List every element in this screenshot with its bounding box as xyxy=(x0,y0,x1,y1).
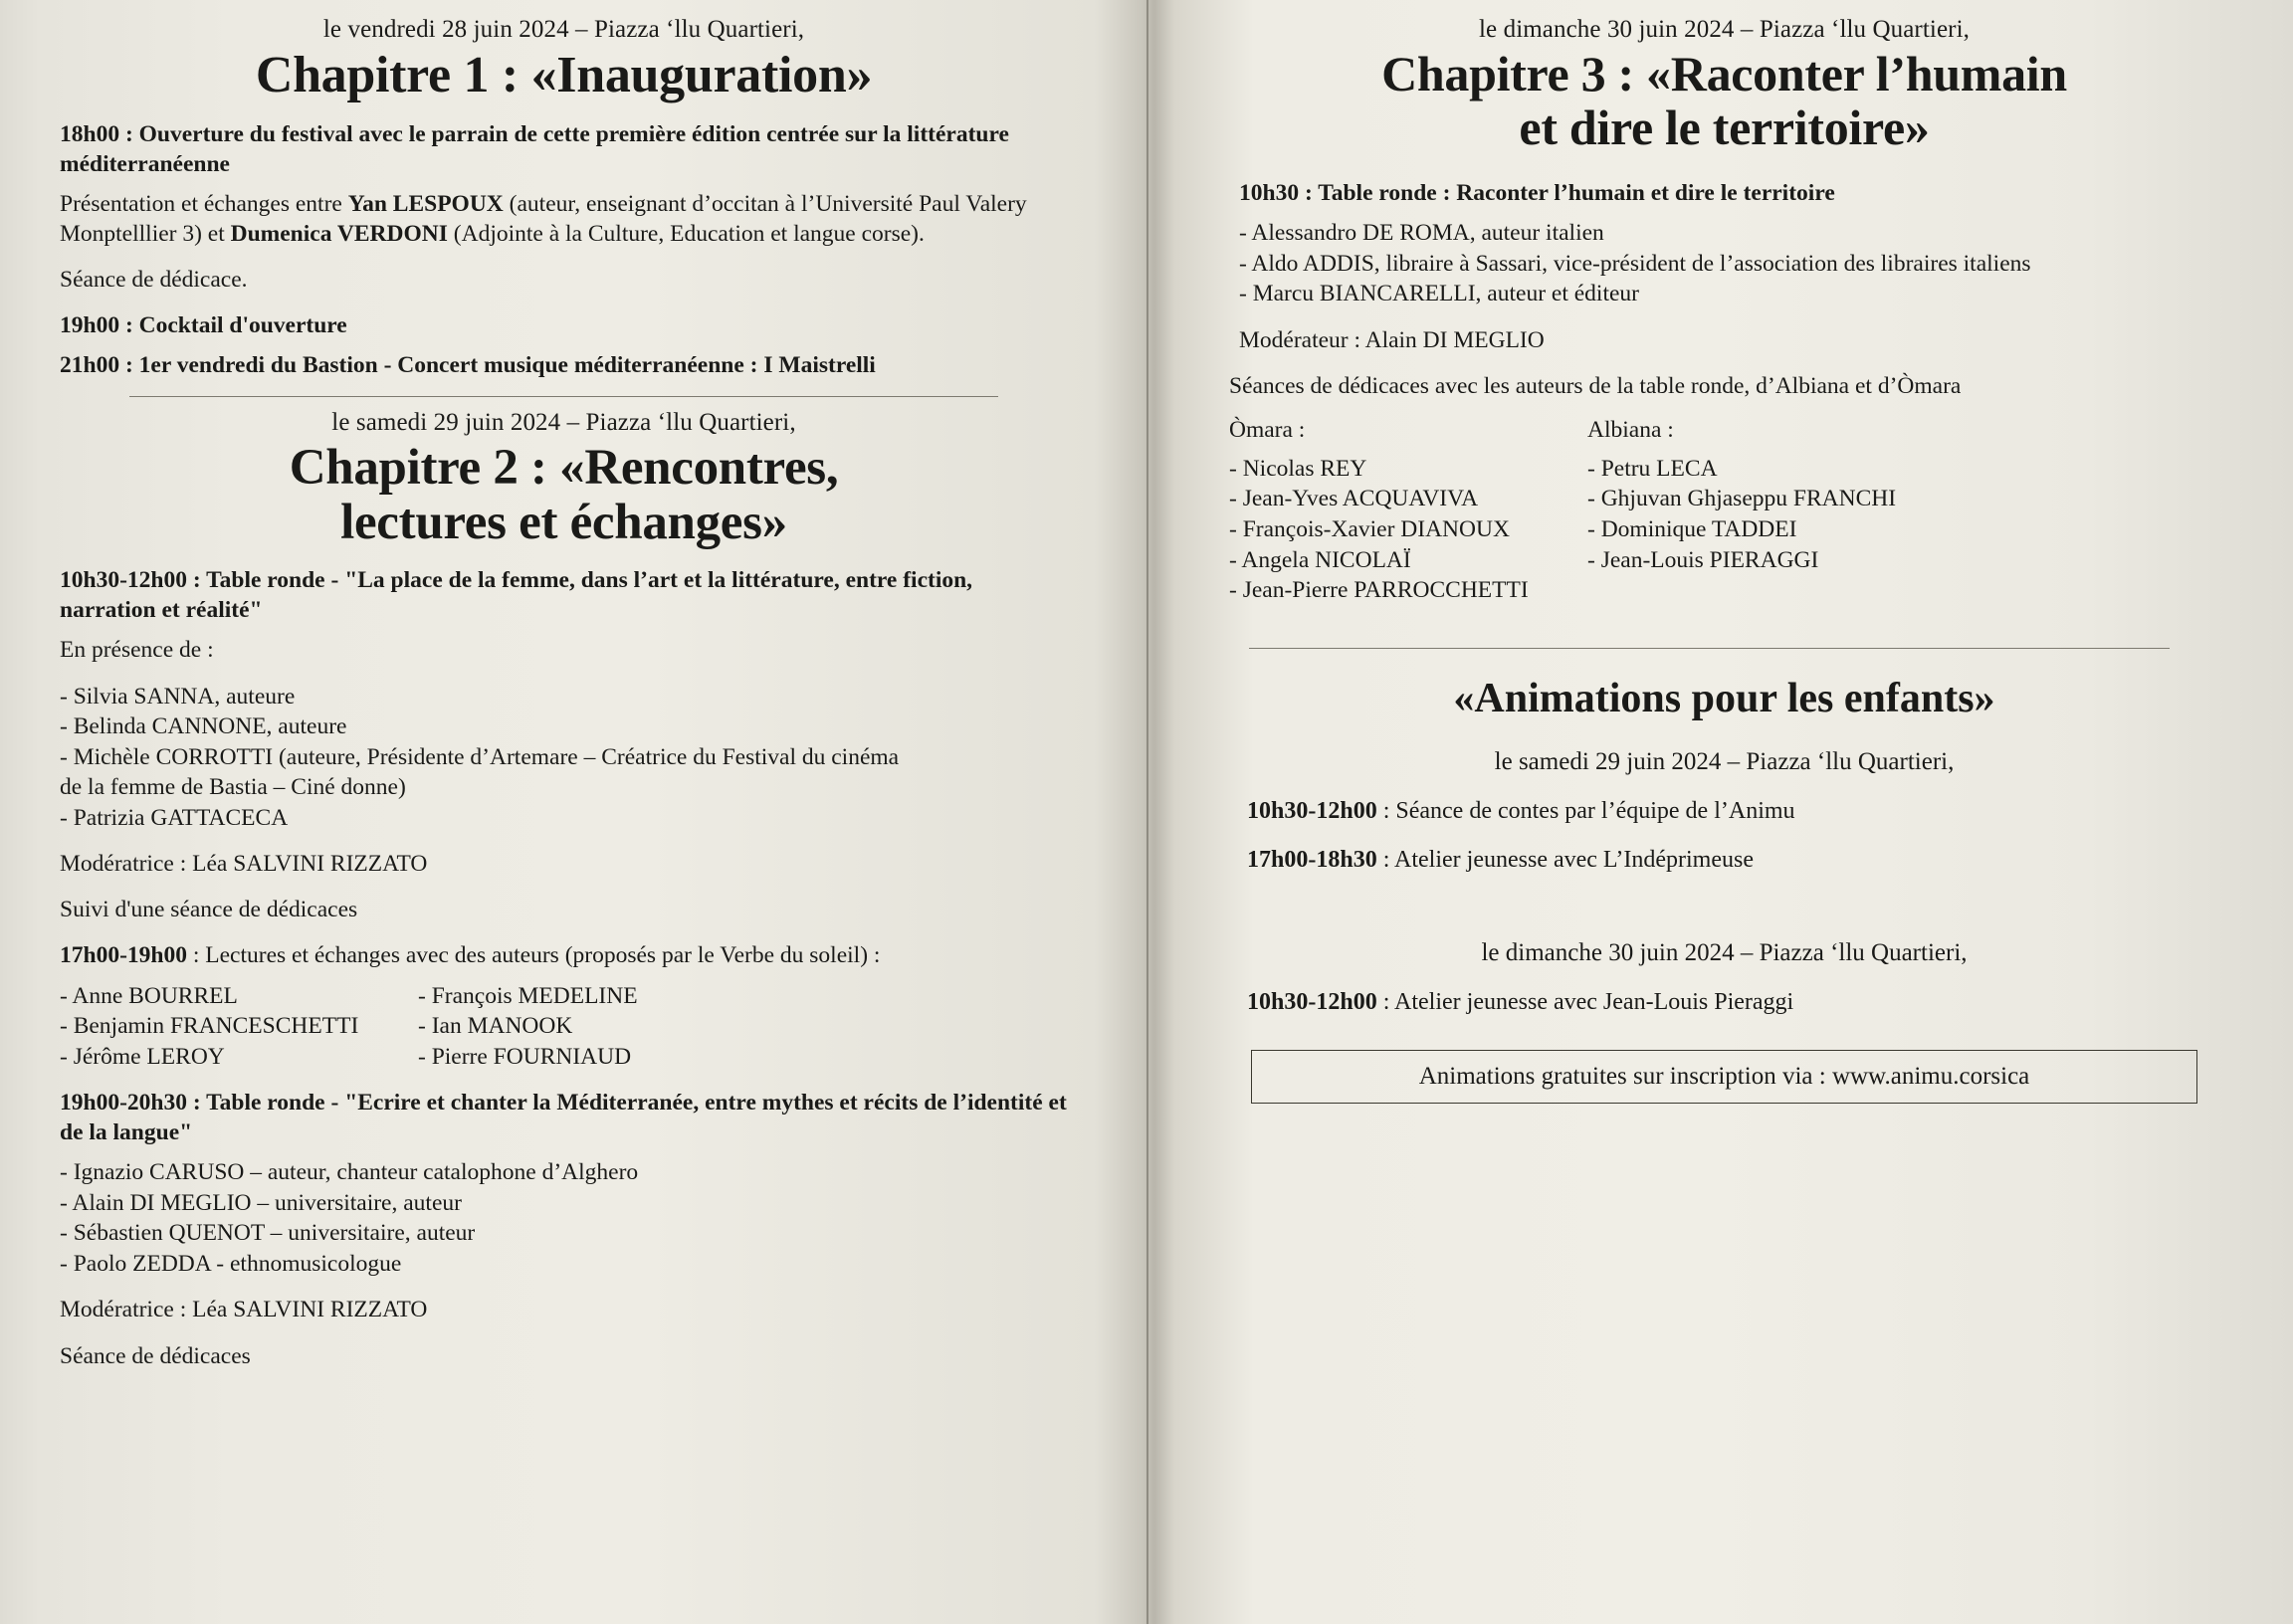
animations-item-2-text: : Atelier jeunesse avec L’Indéprimeuse xyxy=(1376,846,1754,873)
chapter2-table2-time: 17h00-19h00 xyxy=(60,942,187,969)
animations-item-3-text: : Atelier jeunesse avec Jean-Louis Pieraggi xyxy=(1376,988,1794,1015)
author-dumenica-verdoni: Dumenica VERDONI xyxy=(230,220,448,247)
albiana-names xyxy=(1587,454,1946,606)
list-item: - Silvia SANNA, auteure xyxy=(60,683,296,710)
chapter1-presentation xyxy=(60,189,1068,249)
chapter3-name-columns xyxy=(1229,454,2219,622)
animations-item-3-time: 10h30-12h00 xyxy=(1247,988,1377,1015)
chapter2-presence-list xyxy=(60,682,1068,834)
list-item: - Angela NICOLAÏ xyxy=(1229,546,1411,573)
chapter2-moderatrice-2: Modératrice : Léa SALVINI RIZZATO xyxy=(60,1297,428,1323)
chapter3-date: le dimanche 30 juin 2024 – Piazza ‘llu Quartieri, xyxy=(1479,16,1970,43)
list-item: - Jérôme LEROY xyxy=(60,1043,225,1070)
list-item: - Nicolas REY xyxy=(1229,455,1367,482)
animations-item-3 xyxy=(1229,989,2219,1016)
chapter1-item-2100: 21h00 : 1er vendredi du Bastion - Concert musique méditerranéenne : I Maistrelli xyxy=(60,352,876,379)
animations-item-2-time: 17h00-18h30 xyxy=(1247,846,1377,873)
list-item: - Jean-Pierre PARROCCHETTI xyxy=(1229,577,1529,604)
chapter1-seance: Séance de dédicace. xyxy=(60,266,248,293)
authors-column-1 xyxy=(60,981,418,1073)
chapter2-presence-label: En présence de : xyxy=(60,637,214,664)
list-item: - Paolo ZEDDA - ethnomusicologue xyxy=(60,1250,402,1277)
chapter2-table1-time: 10h30-12h00 xyxy=(60,567,187,594)
chapter3-title-line2: et dire le territoire» xyxy=(1519,99,1930,155)
list-item: - Sébastien QUENOT – universitaire, auteur xyxy=(60,1220,476,1247)
list-item: - Ignazio CARUSO – auteur, chanteur catalophone d’Alghero xyxy=(60,1159,639,1186)
list-item: - Michèle CORROTTI (auteure, Présidente d’Artemare – Créatrice du Festival du cinéma xyxy=(60,743,900,770)
animations-date-1: le samedi 29 juin 2024 – Piazza ‘llu Quartieri, xyxy=(1494,747,1955,775)
list-item: - Ghjuvan Ghjaseppu FRANCHI xyxy=(1587,486,1897,512)
right-page xyxy=(1169,0,2279,1624)
chapter2-table1-text: : Table ronde - "La place de la femme, dans l’art et la littérature, entre fiction, narration et réalité" xyxy=(60,567,973,624)
list-item: - Benjamin FRANCESCHETTI xyxy=(60,1013,359,1040)
animations-item-1-time: 10h30-12h00 xyxy=(1247,797,1377,824)
chapter2-moderatrice-1: Modératrice : Léa SALVINI RIZZATO xyxy=(60,851,428,878)
authors-column-2 xyxy=(418,981,776,1073)
chapter3-title-line1: Chapitre 3 : «Raconter l’humain xyxy=(1381,46,2067,102)
animations-title: «Animations pour les enfants» xyxy=(1453,675,1995,721)
chapter2-table3: 19h00-20h30 : Table ronde - "Ecrire et chanter la Méditerranée, entre mythes et récits de l’identité et de la langue" xyxy=(60,1090,1067,1146)
section-divider-left xyxy=(129,396,998,397)
chapter3-participants xyxy=(1229,218,2219,309)
chapter2-table2-text: : Lectures et échanges avec des auteurs (proposés par le Verbe du soleil) : xyxy=(186,942,881,969)
list-item: - Patrizia GATTACECA xyxy=(60,804,289,831)
list-item: - Petru LECA xyxy=(1587,455,1718,482)
publisher-omara-label: Òmara : xyxy=(1229,416,1306,443)
omara-names xyxy=(1229,454,1587,606)
list-item: - Jean-Louis PIERAGGI xyxy=(1587,546,1819,573)
chapter1-item-1800: 18h00 : Ouverture du festival avec le parrain de cette première édition centrée sur la littérature méditerranéenne xyxy=(60,120,1009,177)
list-item: de la femme de Bastia – Ciné donne) xyxy=(60,774,406,801)
chapter1-item-1900: 19h00 : Cocktail d'ouverture xyxy=(60,312,347,339)
animations-spacer xyxy=(1229,896,2219,929)
list-item: - François MEDELINE xyxy=(418,982,638,1009)
chapter2-title-line2: lectures et échanges» xyxy=(340,494,787,550)
list-item: - Aldo ADDIS, libraire à Sassari, vice-président de l’association des libraires italiens xyxy=(1239,250,2031,277)
chapter2-title xyxy=(60,441,1068,549)
presentation-middle: (auteur, enseignant d’occitan à l’Université Paul Valery Monptelllier 3) et xyxy=(60,190,1027,247)
registration-note: Animations gratuites sur inscription via : www.animu.corsica xyxy=(1251,1050,2197,1104)
chapter1-date: le vendredi 28 juin 2024 – Piazza ‘llu Quartieri, xyxy=(322,16,805,43)
list-item: - Jean-Yves ACQUAVIVA xyxy=(1229,486,1479,512)
publisher-albiana-label: Albiana : xyxy=(1587,416,1674,443)
chapter2-speakers-list xyxy=(60,1157,1068,1279)
list-item: - Alessandro DE ROMA, auteur italien xyxy=(1239,220,1604,247)
list-item: - Belinda CANNONE, auteure xyxy=(60,713,347,740)
chapter3-publisher-headers xyxy=(1229,417,2219,444)
list-item: - Marcu BIANCARELLI, auteur et éditeur xyxy=(1239,281,1639,307)
animations-item-1 xyxy=(1229,798,2219,825)
chapter2-title-line1: Chapitre 2 : «Rencontres, xyxy=(289,440,839,497)
list-item: - Anne BOURREL xyxy=(60,982,238,1009)
list-item: - Dominique TADDEI xyxy=(1587,515,1797,542)
presentation-prefix: Présentation et échanges entre xyxy=(60,190,348,217)
chapter3-table-title: 10h30 : Table ronde : Raconter l’humain et dire le territoire xyxy=(1239,180,1835,206)
book-gutter xyxy=(1146,0,1148,1624)
list-item: - François-Xavier DIANOUX xyxy=(1229,515,1510,542)
chapter1-title: Chapitre 1 : «Inauguration» xyxy=(255,47,873,103)
chapter3-title xyxy=(1229,48,2219,154)
chapter2-dedicace: Séance de dédicaces xyxy=(60,1342,251,1369)
chapter2-suivi: Suivi d'une séance de dédicaces xyxy=(60,897,358,923)
animations-item-2 xyxy=(1229,847,2219,874)
chapter2-authors-columns xyxy=(60,981,1068,1089)
list-item: - Alain DI MEGLIO – universitaire, auteur xyxy=(60,1189,462,1216)
animations-item-1-text: : Séance de contes par l’équipe de l’Animu xyxy=(1376,797,1795,824)
chapter2-table1 xyxy=(60,565,1068,625)
left-page xyxy=(18,0,1128,1624)
animations-date-2: le dimanche 30 juin 2024 – Piazza ‘llu Quartieri, xyxy=(1481,938,1968,966)
list-item: - Pierre FOURNIAUD xyxy=(418,1043,632,1070)
chapter3-seances: Séances de dédicaces avec les auteurs de la table ronde, d’Albiana et d’Òmara xyxy=(1229,372,1962,399)
chapter2-date: le samedi 29 juin 2024 – Piazza ‘llu Quartieri, xyxy=(331,409,796,437)
author-yan-lespoux: Yan LESPOUX xyxy=(347,190,504,217)
chapter3-moderateur: Modérateur : Alain DI MEGLIO xyxy=(1239,326,1545,353)
list-item: - Ian MANOOK xyxy=(418,1013,573,1040)
section-divider-right xyxy=(1249,648,2170,649)
chapter2-table2 xyxy=(60,940,1068,970)
presentation-suffix: (Adjointe à la Culture, Education et langue corse). xyxy=(447,220,925,247)
